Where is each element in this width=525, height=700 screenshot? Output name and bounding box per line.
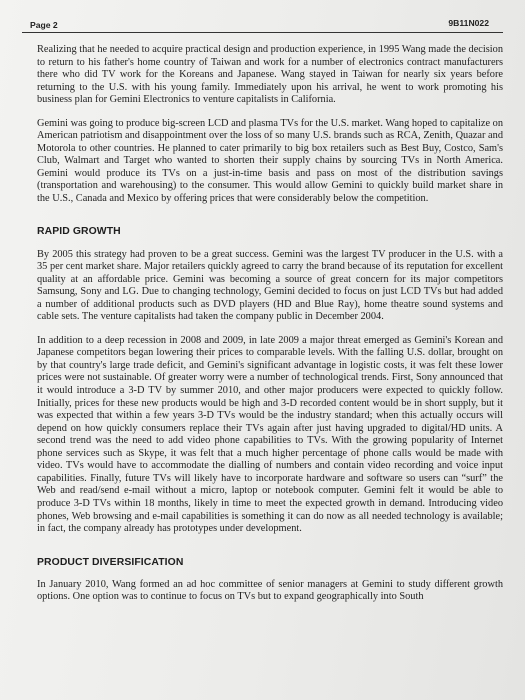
page-number: Page 2	[30, 20, 58, 30]
paragraph-business-plan: Gemini was going to produce big-screen LCD and plasma TVs for the U.S. market. Wang hoped to capitalize on American patriotism and disappointment over the loss of so many U.S. brands such as RCA, Zenith, Quazar and Motorola to other countries. He planned to cater primarily to big box retailers such as Best Buy, Costco, Sam's Club, Walmart and Target who wanted to shorten their supply chains by sourcing TVs in North America. Gemini would produce its TVs on a just-in-time basis and pass on most of the distribution savings (transportation and warehousing) to the consumer. This would allow Gemini to quickly build market share in the U.S., Canada and Mexico by offering prices that were considerably below the competition.	[37, 117, 503, 205]
page-header	[22, 18, 503, 36]
paragraph-threats-and-trends: In addition to a deep recession in 2008 and 2009, in late 2009 a major threat emerged as Gemini's Korean and Japanese competitors began lowering their prices to comparable levels. With the falling U.S. dollar, brought on by that country's large trade deficit, and Gemini's significant advantage in logistic costs, it was felt these lower prices were not sustainable. Of greater worry were a number of technological trends. First, Sony announced that it would introduce a 3-D TV by summer 2010, and other major producers were expected to quickly follow. Initially, prices for these new products would be high and 3-D recorded content would be in short supply, but it was expected that within a few years 3-D TVs would be the industry standard; when this actually occurs will depend on how quickly consumers replace their TVs again after just having upgraded to digital/HD units. A second trend was the need to add video phone capabilities to TVs. With the growing popularity of Internet phone services such as Skype, it was felt that a much higher percentage of phone calls would be made with video. TVs would have to accommodate the dialling of numbers and contain video recording and voice input capabilities. Finally, future TVs will likely have to incorporate hardware and software so users can “surf” the Web and read/send e-mail without a micro, laptop or notebook computer. Gemini felt it would be able to produce 3-D TVs within 18 months, likely in time to meet the expected growth in demand. Introducing video phones, Web browsing and e-mail capabilities is something it can do now as all needed technology is available; in fact, the company already has prototypes under development.	[37, 334, 503, 535]
section-heading-rapid-growth: RAPID GROWTH	[37, 225, 121, 237]
paragraph-strategy-success: By 2005 this strategy had proven to be a great success. Gemini was the largest TV producer in the U.S. with a 35 per cent market share. Major retailers quickly agreed to carry the brand because of its reputation for excellent quality at an affordable price. Gemini was becoming a source of great concern for its major competitors Samsung, Sony and LG. Due to changing technology, Gemini decided to focus on just LCD TVs but had added a number of additional products such as DVD players (HD and Blue Ray), home theatre sound systems and cable sets. The venture capitalists had taken the company public in December 2004.	[37, 248, 503, 323]
section-heading-product-diversification: PRODUCT DIVERSIFICATION	[37, 556, 184, 568]
case-id: 9B11N022	[448, 18, 489, 28]
paragraph-ad-hoc-committee: In January 2010, Wang formed an ad hoc committee of senior managers at Gemini to study different growth options. One option was to continue to focus on TVs but to expand geographically into South	[37, 578, 503, 603]
page-body	[37, 42, 503, 604]
header-rule	[22, 32, 503, 33]
paragraph-return-to-taiwan: Realizing that he needed to acquire practical design and production experience, in 1995 Wang made the decision to return to his father's home country of Taiwan and work for a number of electronics contract manufacturers there who did TV work for the Koreans and Japanese. Wang stayed in Taiwan for nearly six years before returning to the U.S. with his young family. Immediately upon his arrival, he went to work promoting his business plan for Gemini Electronics to venture capitalists in California.	[37, 44, 503, 106]
